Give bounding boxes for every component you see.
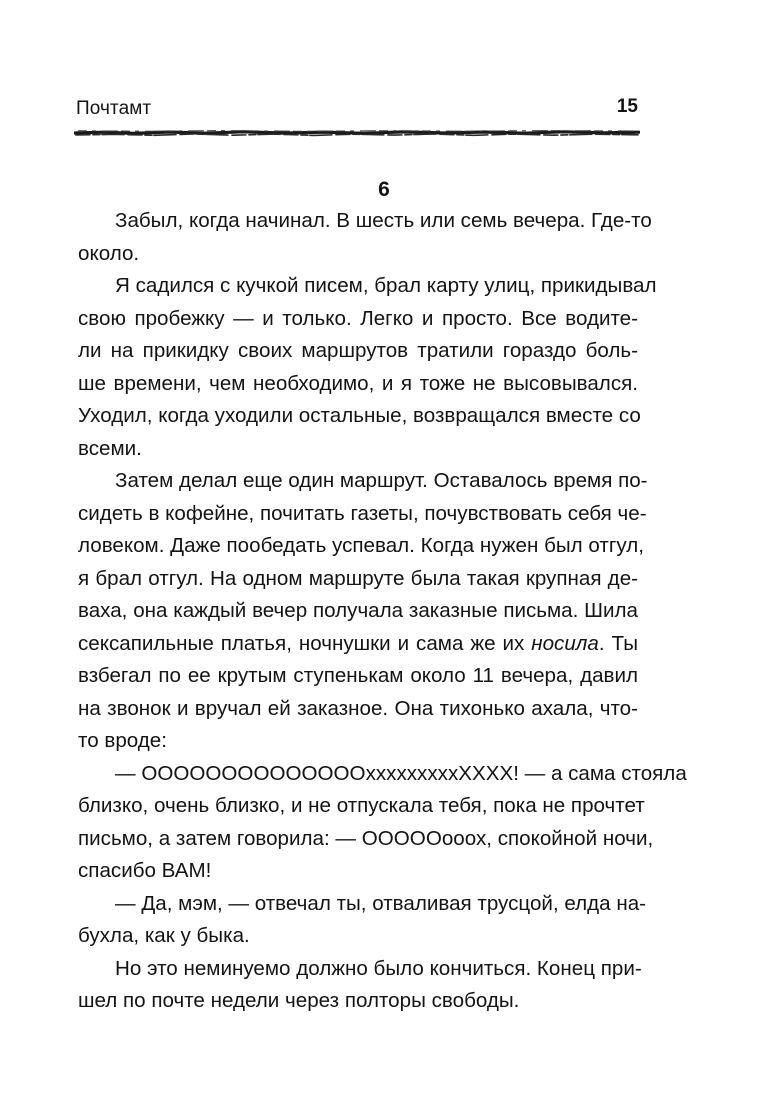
text-line: всеми. — [78, 436, 142, 460]
paragraph — [78, 758, 687, 888]
header-rule-decoration — [74, 126, 640, 140]
text-run: . Ты — [598, 631, 638, 655]
chapter-number: 6 — [378, 178, 390, 201]
text-line — [78, 628, 638, 661]
text-line: Забыл, когда начинал. В шесть или семь вечера. Где-то — [115, 209, 652, 232]
paragraph — [78, 953, 642, 1018]
running-title: Почтамт — [76, 98, 152, 119]
italic-word: носила — [531, 631, 599, 655]
text-line: около. — [78, 241, 140, 265]
text-line: взбегал по ее крутым ступенькам около 11 вечера, давил — [78, 664, 638, 687]
text-line: ловеком. Даже пообедать успевал. Когда нужен был отгул, — [78, 534, 644, 557]
text-line: шел по почте недели через полторы свободы. — [78, 989, 520, 1012]
text-line: сидеть в кофейне, почитать газеты, почувствовать себя че- — [78, 501, 647, 525]
text-line: то вроде: — [78, 729, 167, 752]
body-text — [78, 205, 687, 1018]
text-line: Я садился с кучкой писем, брал карту улиц, прикидывал — [115, 274, 657, 297]
page-number: 15 — [616, 96, 638, 117]
text-line: Уходил, когда уходили остальные, возвращался вместе со — [78, 404, 641, 427]
text-line: — ООООООООООООООxxxxxxxxxХХХХ! — а сама стояла — [115, 761, 687, 785]
text-run: сексапильные платья, ночнушки и сама же их — [78, 631, 532, 655]
text-line: свою пробежку — и только. Легко и просто. Все водите- — [78, 306, 638, 330]
paragraph — [78, 465, 648, 758]
paragraph — [78, 888, 647, 953]
text-line: близко, очень близко, и не отпускала тебя, пока не прочтет — [78, 794, 645, 817]
text-line: бухла, как у быка. — [78, 924, 250, 947]
text-line: письмо, а затем говорила: — ООООOооох, спокойной ночи, — [78, 826, 654, 850]
text-line: я брал отгул. На одном маршруте была такая крупная де- — [78, 566, 638, 590]
paragraph — [78, 205, 652, 270]
text-line: ваха, она каждый вечер получала заказные письма. Шила — [78, 599, 638, 622]
text-line: — Да, мэм, — отвечал ты, отваливая трусцой, елда на- — [115, 891, 647, 915]
text-line: спасибо ВАМ! — [78, 859, 212, 882]
page-header — [76, 96, 638, 126]
paragraph — [78, 270, 657, 465]
text-line: ше времени, чем необходимо, и я тоже не высовывался. — [78, 371, 638, 395]
text-line: Но это неминуемо должно было кончиться. Конец при- — [115, 956, 642, 980]
text-line: на звонок и вручал ей заказное. Она тихонько ахала, что- — [78, 696, 638, 720]
text-line: ли на прикидку своих маршрутов тратили гораздо боль- — [78, 339, 638, 362]
text-line: Затем делал еще один маршрут. Оставалось время по- — [115, 469, 648, 492]
